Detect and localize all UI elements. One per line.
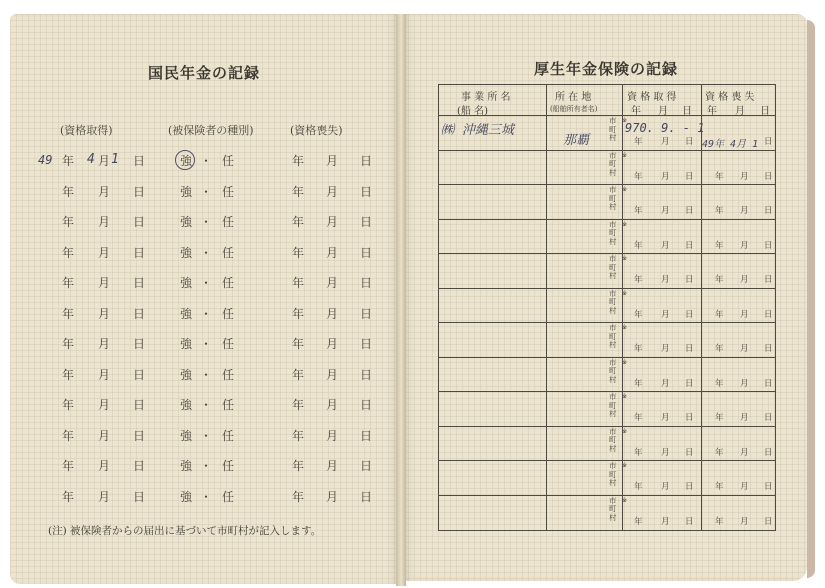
handwritten-acquire-month: 4 xyxy=(87,152,95,167)
header-location: 所 在 地 xyxy=(555,92,592,103)
acquire-day-label: 日 xyxy=(133,184,146,199)
type-compulsory-label: 強 xyxy=(180,428,193,443)
type-compulsory-label: 強 xyxy=(180,398,193,412)
acquire-day-label: 日 xyxy=(133,459,146,473)
row-divider xyxy=(439,460,775,461)
acquire-day-label: 日 xyxy=(133,398,146,412)
loss-year-label: 年 xyxy=(292,337,305,351)
type-compulsory-label: 強 xyxy=(180,367,193,382)
handwritten-location: 那覇 xyxy=(563,133,590,148)
acquire-year-label: 年 xyxy=(62,398,75,412)
loss-day-label: 日 xyxy=(764,413,773,423)
acquire-year-label: 年 xyxy=(634,482,643,492)
header-acquire-year: 年 xyxy=(631,106,641,117)
star-marker: ※ xyxy=(622,324,628,331)
header-loss-day: 日 xyxy=(760,106,770,117)
acquire-year-label: 年 xyxy=(62,306,75,321)
acquire-day-label: 日 xyxy=(685,206,694,216)
type-voluntary-label: 任 xyxy=(222,276,235,290)
loss-year-label: 年 xyxy=(715,447,724,458)
acquire-month-label: 月 xyxy=(98,398,111,412)
loss-day-label: 日 xyxy=(360,489,373,504)
loss-day-label: 日 xyxy=(764,309,773,320)
city-marker: 市町村 xyxy=(609,150,617,177)
loss-day-label: 日 xyxy=(764,240,773,251)
acquire-month-label: 月 xyxy=(98,428,111,443)
acquire-month-label: 月 xyxy=(98,154,111,168)
handwritten-loss-date: 49年 4月 1 xyxy=(702,139,759,150)
loss-month-label: 月 xyxy=(326,276,339,290)
city-marker: 市町村 xyxy=(609,461,617,487)
acquire-year-label: 年 xyxy=(634,137,643,147)
handwritten-acquire-year: 49 xyxy=(38,153,53,167)
type-separator: ・ xyxy=(200,306,213,321)
type-separator: ・ xyxy=(200,398,213,412)
acquire-month-label: 月 xyxy=(98,337,111,351)
acquire-year-label: 年 xyxy=(634,413,643,423)
loss-day-label: 日 xyxy=(764,447,773,458)
footnote: (注) 被保険者からの届出に基づいて市町村が記入します。 xyxy=(48,525,322,537)
loss-day-label: 日 xyxy=(764,171,773,182)
acquire-month-label: 月 xyxy=(661,171,670,182)
acquire-month-label: 月 xyxy=(661,413,670,423)
loss-day-label: 日 xyxy=(764,275,773,285)
loss-year-label: 年 xyxy=(715,275,724,285)
loss-day-label: 日 xyxy=(360,367,373,382)
loss-month-label: 月 xyxy=(740,206,749,216)
book-spine xyxy=(396,14,406,586)
loss-day-label: 日 xyxy=(764,482,773,492)
type-separator: ・ xyxy=(200,428,213,443)
loss-day-label: 日 xyxy=(360,276,373,290)
acquire-year-label: 年 xyxy=(634,309,643,320)
city-marker: 市町村 xyxy=(609,357,617,384)
acquire-month-label: 月 xyxy=(661,516,670,527)
col-divider-office xyxy=(546,85,547,530)
type-compulsory-label: 強 xyxy=(180,459,193,473)
acquire-year-label: 年 xyxy=(634,206,643,216)
welfare-pension-table xyxy=(438,84,776,531)
type-separator: ・ xyxy=(200,215,213,229)
loss-day-label: 日 xyxy=(764,516,773,527)
handwritten-office-name: ㈱ 沖縄三城 xyxy=(441,123,514,138)
acquire-month-label: 月 xyxy=(661,137,670,147)
acquire-month-label: 月 xyxy=(661,378,670,389)
handwritten-acquire-date: 970. 9. - 1 xyxy=(625,121,705,135)
loss-day-label: 日 xyxy=(360,184,373,199)
acquire-day-label: 日 xyxy=(685,516,694,527)
acquire-day-label: 日 xyxy=(685,275,694,285)
type-voluntary-label: 任 xyxy=(222,306,235,321)
type-voluntary-label: 任 xyxy=(222,459,235,473)
loss-month-label: 月 xyxy=(326,154,339,168)
handwritten-acquire-day: 1 xyxy=(111,152,119,167)
loss-month-label: 月 xyxy=(326,398,339,412)
acquire-month-label: 月 xyxy=(661,482,670,492)
type-voluntary-label: 任 xyxy=(222,184,235,199)
star-marker: ※ xyxy=(622,117,628,124)
type-separator: ・ xyxy=(200,184,213,199)
acquire-month-label: 月 xyxy=(98,215,111,229)
loss-day-label: 日 xyxy=(360,337,373,351)
city-marker: 市町村 xyxy=(609,392,617,418)
acquire-month-label: 月 xyxy=(98,184,111,199)
loss-month-label: 月 xyxy=(740,516,749,527)
acquire-month-label: 月 xyxy=(661,275,670,285)
city-marker: 市町村 xyxy=(609,495,617,522)
acquire-day-label: 日 xyxy=(133,367,146,382)
row-divider xyxy=(439,322,775,323)
loss-year-label: 年 xyxy=(292,428,305,443)
header-loss-month: 月 xyxy=(735,106,745,117)
acquire-year-label: 年 xyxy=(62,489,75,504)
acquire-day-label: 日 xyxy=(685,171,694,182)
acquire-year-label: 年 xyxy=(62,428,75,443)
acquire-day-label: 日 xyxy=(685,137,694,147)
loss-month-label: 月 xyxy=(740,309,749,320)
loss-day-label: 日 xyxy=(360,398,373,412)
acquire-day-label: 日 xyxy=(133,276,146,290)
loss-day-label: 日 xyxy=(360,215,373,229)
header-loss: (資格喪失) xyxy=(290,124,343,137)
loss-month-label: 月 xyxy=(740,413,749,423)
loss-month-label: 月 xyxy=(326,337,339,351)
loss-month-label: 月 xyxy=(740,240,749,251)
type-separator: ・ xyxy=(200,154,213,168)
type-voluntary-label: 任 xyxy=(222,367,235,382)
loss-year-label: 年 xyxy=(292,398,305,412)
acquire-month-label: 月 xyxy=(661,206,670,216)
row-divider xyxy=(439,495,775,496)
acquire-day-label: 日 xyxy=(133,337,146,351)
loss-year-label: 年 xyxy=(715,240,724,251)
acquire-day-label: 日 xyxy=(685,378,694,389)
acquire-month-label: 月 xyxy=(661,240,670,251)
row-divider xyxy=(439,391,775,392)
acquire-year-label: 年 xyxy=(634,275,643,285)
header-acquire: 資 格 取 得 xyxy=(627,92,677,103)
header-location-sub: (船舶所有者名) xyxy=(550,105,598,113)
type-voluntary-label: 任 xyxy=(222,215,235,229)
star-marker: ※ xyxy=(622,358,628,366)
type-voluntary-label: 任 xyxy=(222,337,235,351)
row-divider xyxy=(439,184,775,185)
acquire-month-label: 月 xyxy=(98,459,111,473)
loss-year-label: 年 xyxy=(292,245,305,260)
type-compulsory-label: 強 xyxy=(180,245,193,260)
loss-month-label: 月 xyxy=(326,367,339,382)
loss-month-label: 月 xyxy=(326,184,339,199)
header-loss-year: 年 xyxy=(707,106,717,117)
loss-day-label: 日 xyxy=(360,154,373,168)
welfare-pension-title: 厚生年金保険の記録 xyxy=(534,60,679,78)
row-divider xyxy=(439,219,775,220)
acquire-day-label: 日 xyxy=(685,344,694,354)
city-marker: 市町村 xyxy=(609,116,617,142)
loss-day-label: 日 xyxy=(360,306,373,321)
loss-year-label: 年 xyxy=(715,309,724,320)
acquire-year-label: 年 xyxy=(62,337,75,351)
acquire-day-label: 日 xyxy=(685,482,694,492)
acquire-day-label: 日 xyxy=(133,245,146,260)
type-compulsory-label: 強 xyxy=(180,276,193,290)
city-marker: 市町村 xyxy=(609,254,617,280)
loss-year-label: 年 xyxy=(292,276,305,290)
city-marker: 市町村 xyxy=(609,288,617,315)
loss-month-label: 月 xyxy=(326,306,339,321)
loss-month-label: 月 xyxy=(740,344,749,354)
acquire-day-label: 日 xyxy=(685,447,694,458)
star-marker: ※ xyxy=(622,220,628,228)
acquire-year-label: 年 xyxy=(634,344,643,354)
city-marker: 市町村 xyxy=(609,185,617,211)
acquire-year-label: 年 xyxy=(62,459,75,473)
row-divider xyxy=(439,253,775,254)
acquire-month-label: 月 xyxy=(661,447,670,458)
loss-year-label: 年 xyxy=(292,184,305,199)
header-office: 事 業 所 名 xyxy=(461,92,511,103)
star-marker: ※ xyxy=(622,186,628,193)
loss-month-label: 月 xyxy=(326,428,339,443)
acquire-month-label: 月 xyxy=(98,489,111,504)
city-marker: 市町村 xyxy=(609,219,617,246)
acquire-year-label: 年 xyxy=(634,516,643,527)
loss-day-label: 日 xyxy=(764,137,773,147)
star-marker: ※ xyxy=(622,289,628,297)
header-divider xyxy=(439,115,775,116)
loss-day-label: 日 xyxy=(360,428,373,443)
acquire-month-label: 月 xyxy=(98,276,111,290)
loss-year-label: 年 xyxy=(715,378,724,389)
header-acquire-day: 日 xyxy=(682,106,692,117)
type-compulsory-label: 強 xyxy=(180,489,193,504)
book-cover-edge xyxy=(807,20,815,578)
acquire-year-label: 年 xyxy=(62,245,75,260)
acquire-day-label: 日 xyxy=(685,413,694,423)
loss-year-label: 年 xyxy=(715,171,724,182)
loss-month-label: 月 xyxy=(326,489,339,504)
type-separator: ・ xyxy=(200,459,213,473)
star-marker: ※ xyxy=(622,462,628,469)
acquire-year-label: 年 xyxy=(634,447,643,458)
acquire-month-label: 月 xyxy=(98,245,111,260)
acquire-year-label: 年 xyxy=(62,215,75,229)
loss-day-label: 日 xyxy=(360,245,373,260)
acquire-month-label: 月 xyxy=(661,344,670,354)
acquire-year-label: 年 xyxy=(62,367,75,382)
loss-year-label: 年 xyxy=(292,489,305,504)
loss-month-label: 月 xyxy=(326,245,339,260)
type-compulsory-label: 強 xyxy=(180,215,193,229)
loss-year-label: 年 xyxy=(292,367,305,382)
row-divider xyxy=(439,426,775,427)
acquire-day-label: 日 xyxy=(133,215,146,229)
loss-year-label: 年 xyxy=(715,482,724,492)
loss-month-label: 月 xyxy=(740,482,749,492)
acquire-year-label: 年 xyxy=(634,240,643,251)
type-compulsory-label: 強 xyxy=(180,337,193,351)
acquire-day-label: 日 xyxy=(133,428,146,443)
type-separator: ・ xyxy=(200,337,213,351)
loss-month-label: 月 xyxy=(740,275,749,285)
type-separator: ・ xyxy=(200,489,213,504)
star-marker: ※ xyxy=(622,151,628,159)
header-acquire-month: 月 xyxy=(658,106,668,117)
star-marker: ※ xyxy=(622,255,628,262)
city-marker: 市町村 xyxy=(609,323,617,349)
header-insured-type: (被保険者の種別) xyxy=(168,124,254,137)
acquire-month-label: 月 xyxy=(661,309,670,320)
type-compulsory-label: 強 xyxy=(180,306,193,321)
header-acquire: (資格取得) xyxy=(60,124,113,137)
type-separator: ・ xyxy=(200,245,213,260)
star-marker: ※ xyxy=(622,393,628,400)
type-separator: ・ xyxy=(200,276,213,290)
loss-day-label: 日 xyxy=(764,344,773,354)
row-divider xyxy=(439,288,775,289)
acquire-day-label: 日 xyxy=(133,489,146,504)
loss-day-label: 日 xyxy=(360,459,373,473)
acquire-year-label: 年 xyxy=(634,171,643,182)
type-compulsory-label: 強 xyxy=(180,154,193,168)
acquire-day-label: 日 xyxy=(685,309,694,320)
loss-month-label: 月 xyxy=(740,447,749,458)
loss-year-label: 年 xyxy=(292,215,305,229)
loss-year-label: 年 xyxy=(715,516,724,527)
type-voluntary-label: 任 xyxy=(222,489,235,504)
loss-month-label: 月 xyxy=(326,459,339,473)
type-voluntary-label: 任 xyxy=(222,398,235,412)
type-voluntary-label: 任 xyxy=(222,245,235,260)
loss-year-label: 年 xyxy=(292,154,305,168)
loss-year-label: 年 xyxy=(715,344,724,354)
type-compulsory-label: 強 xyxy=(180,184,193,199)
acquire-day-label: 日 xyxy=(133,154,146,168)
col-divider-acquire xyxy=(701,85,702,530)
loss-month-label: 月 xyxy=(740,171,749,182)
type-separator: ・ xyxy=(200,367,213,382)
loss-month-label: 月 xyxy=(326,215,339,229)
acquire-year-label: 年 xyxy=(62,276,75,290)
type-voluntary-label: 任 xyxy=(222,428,235,443)
acquire-year-label: 年 xyxy=(62,154,75,168)
loss-month-label: 月 xyxy=(740,378,749,389)
acquire-year-label: 年 xyxy=(634,378,643,389)
acquire-month-label: 月 xyxy=(98,367,111,382)
header-office-sub: (船 名) xyxy=(457,106,488,117)
loss-year-label: 年 xyxy=(715,413,724,423)
row-divider xyxy=(439,357,775,358)
national-pension-title: 国民年金の記録 xyxy=(148,64,261,82)
acquire-year-label: 年 xyxy=(62,184,75,199)
loss-year-label: 年 xyxy=(292,306,305,321)
header-loss: 資 格 喪 失 xyxy=(705,92,755,103)
loss-year-label: 年 xyxy=(715,206,724,216)
acquire-month-label: 月 xyxy=(98,306,111,321)
loss-year-label: 年 xyxy=(292,459,305,473)
acquire-day-label: 日 xyxy=(133,306,146,321)
loss-day-label: 日 xyxy=(764,378,773,389)
acquire-day-label: 日 xyxy=(685,240,694,251)
star-marker: ※ xyxy=(622,496,628,504)
loss-day-label: 日 xyxy=(764,206,773,216)
city-marker: 市町村 xyxy=(609,426,617,453)
type-voluntary-label: 任 xyxy=(222,154,235,168)
star-marker: ※ xyxy=(622,427,628,435)
